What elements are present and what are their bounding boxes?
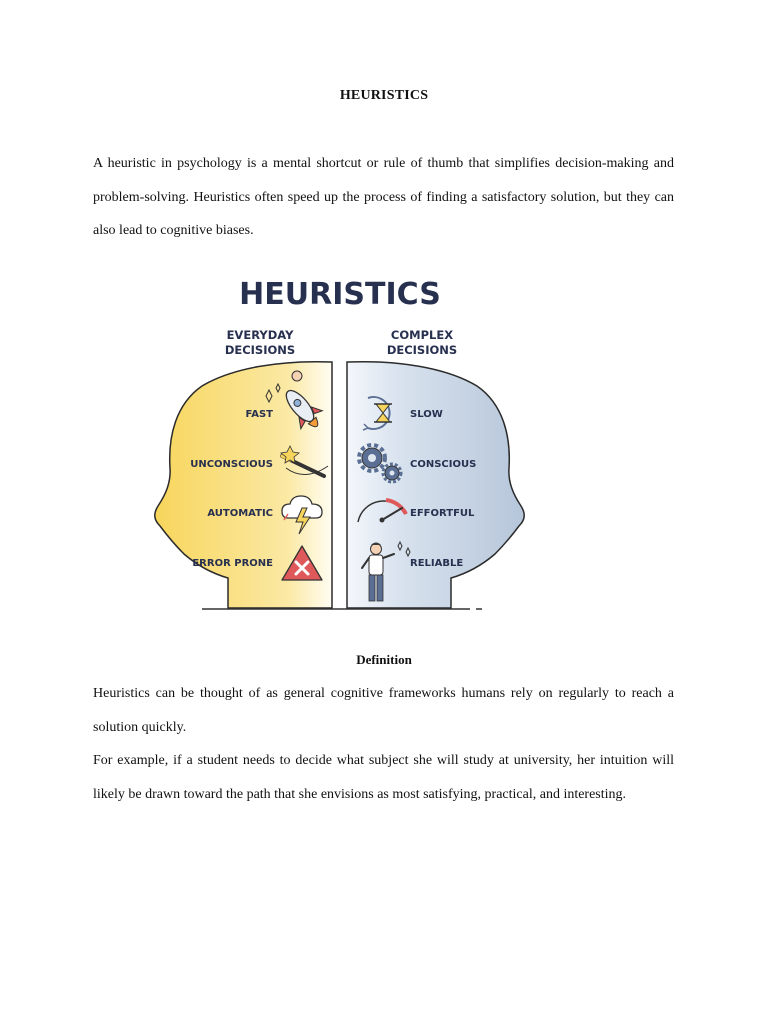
label-fast: FAST: [245, 409, 273, 420]
label-error-prone: ERROR PRONE: [192, 558, 273, 569]
definition-heading: Definition: [356, 652, 412, 667]
label-unconscious: UNCONSCIOUS: [190, 459, 273, 470]
label-automatic: AUTOMATIC: [207, 508, 273, 519]
label-reliable: RELIABLE: [410, 558, 464, 569]
illustration-title: HEURISTICS: [239, 277, 441, 312]
illustration-svg: [140, 268, 540, 618]
right-header-line1: COMPLEX: [390, 328, 454, 342]
left-header-line2: DECISIONS: [224, 343, 296, 357]
intro-paragraph: A heuristic in psychology is a mental shortcut or rule of thumb that simplifies decision-making and problem-solving. Heuristics often speed up the process of finding a satisfactory solution, but they can also lead to cognitive biases.: [93, 156, 674, 238]
heuristics-illustration: [140, 268, 540, 618]
rider-head-icon: [292, 371, 302, 381]
definition-paragraph: Heuristics can be thought of as general cognitive frameworks humans rely on regularly to reach a solution quickly.: [93, 686, 674, 735]
label-slow: SLOW: [410, 409, 443, 420]
label-conscious: CONSCIOUS: [410, 459, 477, 470]
example-paragraph: For example, if a student needs to decide what subject she will study at university, her intuition will likely be drawn toward the path that she envisions as most satisfying, practical, and interesting.: [93, 753, 674, 802]
label-effortful: EFFORTFUL: [410, 508, 475, 519]
left-header-line1: EVERYDAY: [226, 328, 294, 342]
right-header-line2: DECISIONS: [386, 343, 458, 357]
document-title: HEURISTICS: [339, 88, 429, 103]
